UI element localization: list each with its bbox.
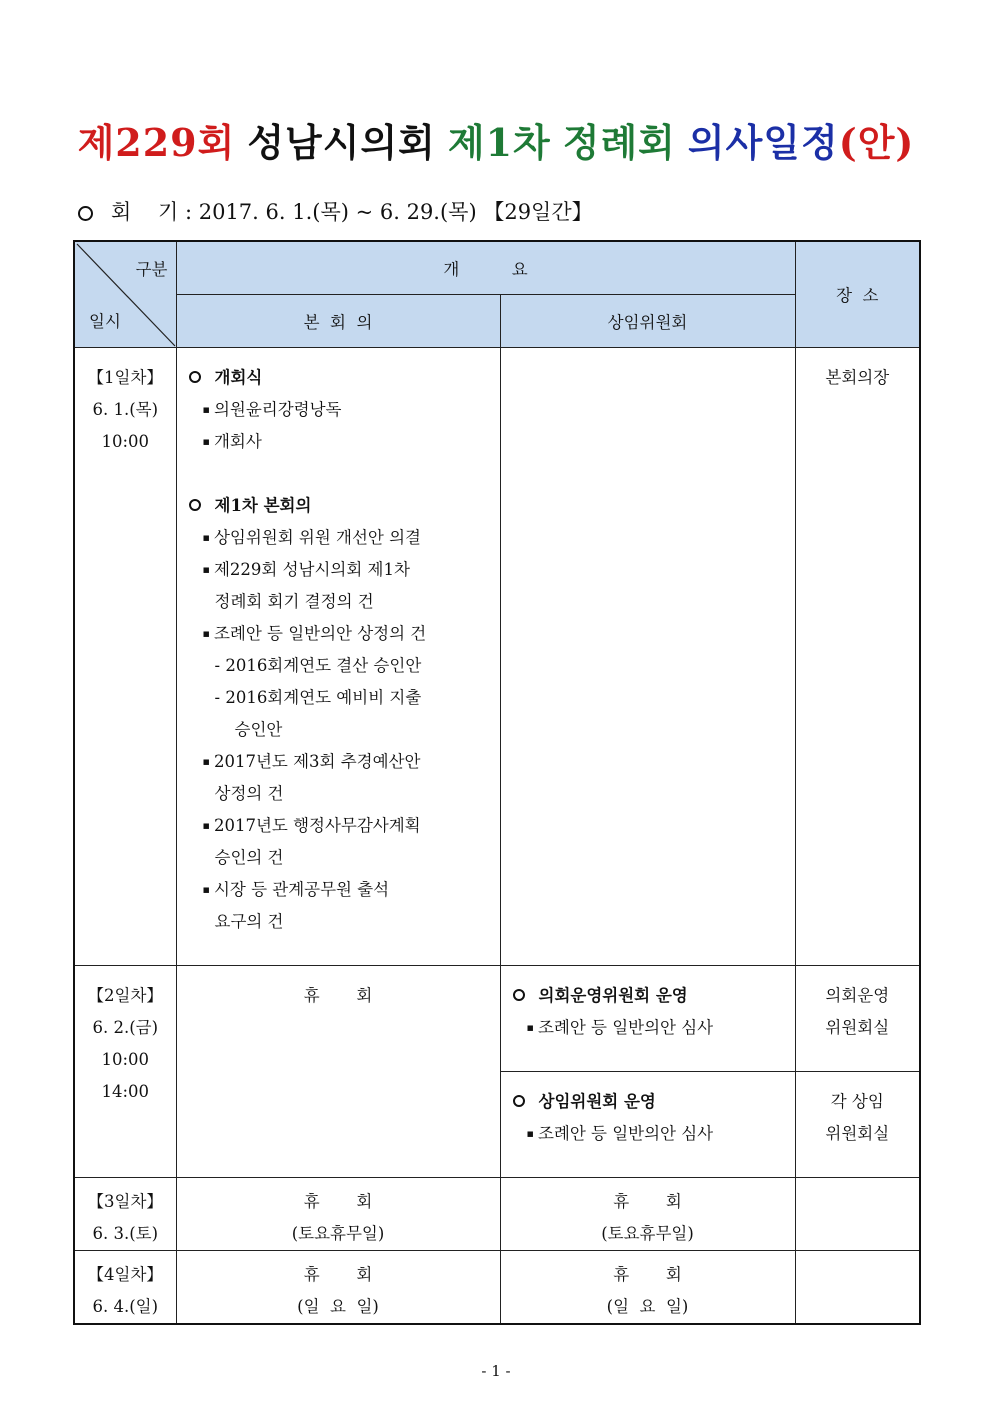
day1-item-budget-b: 상정의 건 <box>214 783 284 803</box>
day1-day: 【1일차】 <box>87 367 163 387</box>
day2-time1: 10:00 <box>101 1049 150 1069</box>
day4-place <box>795 1250 920 1324</box>
day3-date: 6. 3.(토) <box>92 1223 159 1243</box>
day2-place1b: 위원회실 <box>825 1017 890 1037</box>
title-draft-mark: (안) <box>838 120 915 165</box>
day2-date-cell <box>74 965 176 1177</box>
header-standing-committee: 상임위원회 <box>500 294 795 347</box>
day3-plenary-cell <box>176 1177 500 1250</box>
title-round: 제1차 <box>447 120 551 165</box>
day1-standing-cell <box>500 347 795 965</box>
day1-date: 6. 1.(목) <box>92 399 159 419</box>
day1-plenary-heading: 제1차 본회의 <box>189 490 492 522</box>
table-row-day3 <box>74 1177 920 1250</box>
session-period <box>78 196 593 226</box>
day4-standing2: (일 요 일) <box>606 1296 689 1316</box>
day2-day: 【2일차】 <box>87 985 163 1005</box>
day2-place2-cell <box>795 1071 920 1177</box>
day4-date: 6. 4.(일) <box>92 1296 159 1316</box>
table-row-day1 <box>74 347 920 965</box>
day1-subitem-settlement: - 2016회계연도 결산 승인안 <box>214 655 422 675</box>
page-number: - 1 - <box>481 1362 511 1380</box>
header-category: 구분 <box>135 260 168 279</box>
circle-bullet-icon <box>189 499 201 511</box>
header-place: 장 소 <box>795 241 920 347</box>
title-agenda: 의사일정 <box>687 120 839 165</box>
day1-item-bill-submission: ▪ 조례안 등 일반의안 상정의 건 <box>201 618 492 650</box>
header-diagonal-cell <box>74 241 176 347</box>
day1-item-opening-speech: ▪ 개회사 <box>201 426 492 458</box>
day1-item-officials-a: ▪ 시장 등 관계공무원 출석 <box>201 874 492 906</box>
day3-standing-cell <box>500 1177 795 1250</box>
day4-plenary-cell <box>176 1250 500 1324</box>
circle-bullet-icon <box>189 371 201 383</box>
day1-opening-heading: 개회식 <box>189 362 492 394</box>
day4-day: 【4일차】 <box>87 1264 163 1284</box>
day4-standing-cell <box>500 1250 795 1324</box>
day1-item-audit-plan-b: 승인의 건 <box>214 847 284 867</box>
day1-item-committee-resolution: ▪ 상임위원회 위원 개선안 의결 <box>201 522 492 554</box>
day4-standing1: 휴 회 <box>613 1264 682 1284</box>
title-council-name: 성남시의회 <box>247 120 436 165</box>
day2-committee2-cell <box>500 1071 795 1177</box>
day2-place2b: 위원회실 <box>825 1123 890 1143</box>
day3-date-cell <box>74 1177 176 1250</box>
day1-date-cell <box>74 347 176 965</box>
day1-item-session-decision-b: 정례회 회기 결정의 건 <box>214 591 374 611</box>
day1-item-ethics-reading: ▪ 의원윤리강령낭독 <box>201 394 492 426</box>
circle-bullet-icon <box>513 1095 525 1107</box>
day3-standing1: 휴 회 <box>613 1191 682 1211</box>
day1-item-audit-plan-a: ▪ 2017년도 행정사무감사계획 <box>201 810 492 842</box>
day2-committee2-item: ▪ 조례안 등 일반의안 심사 <box>525 1118 787 1150</box>
day3-day: 【3일차】 <box>87 1191 163 1211</box>
day2-place1a: 의회운영 <box>825 985 890 1005</box>
day3-place <box>795 1177 920 1250</box>
circle-bullet-icon <box>78 206 93 221</box>
day4-plenary2: (일 요 일) <box>297 1296 379 1316</box>
day4-date-cell <box>74 1250 176 1324</box>
document-title <box>0 112 992 167</box>
day1-item-session-decision-a: ▪ 제229회 성남시의회 제1차 <box>201 554 492 586</box>
day2-committee1-cell <box>500 965 795 1071</box>
day1-time: 10:00 <box>101 431 150 451</box>
day1-item-officials-b: 요구의 건 <box>214 911 284 931</box>
table-row-day4 <box>74 1250 920 1324</box>
schedule-table <box>73 240 921 1325</box>
day2-committee1-item: ▪ 조례안 등 일반의안 심사 <box>525 1012 787 1044</box>
day2-place2a: 각 상임 <box>830 1091 884 1111</box>
table-row-day2a <box>74 965 920 1071</box>
day2-operation-committee-heading: 의회운영위원회 운영 <box>513 980 787 1012</box>
title-meeting-type: 정례회 <box>562 120 676 165</box>
day3-plenary2: (토요휴무일) <box>291 1223 385 1243</box>
day2-place1-cell <box>795 965 920 1071</box>
day2-plenary: 휴 회 <box>176 965 500 1177</box>
day1-item-budget-a: ▪ 2017년도 제3회 추경예산안 <box>201 746 492 778</box>
header-overview: 개 요 <box>176 241 795 294</box>
day2-time2: 14:00 <box>101 1081 150 1101</box>
title-session-number: 제229회 <box>77 120 236 165</box>
day1-place: 본회의장 <box>795 347 920 965</box>
session-label: 회 기 : <box>111 200 193 224</box>
day3-standing2: (토요휴무일) <box>601 1223 694 1243</box>
header-plenary: 본 회 의 <box>176 294 500 347</box>
session-value: 2017. 6. 1.(목) ~ 6. 29.(목) 【29일간】 <box>198 200 593 224</box>
day1-subitem-reserve-b: 승인안 <box>234 719 283 739</box>
day4-plenary1: 휴 회 <box>303 1264 373 1284</box>
day3-plenary1: 휴 회 <box>303 1191 373 1211</box>
day1-plenary-cell <box>176 347 500 965</box>
header-datetime: 일시 <box>89 312 121 331</box>
day2-date: 6. 2.(금) <box>92 1017 159 1037</box>
circle-bullet-icon <box>513 989 525 1001</box>
day2-standing-committee-heading: 상임위원회 운영 <box>513 1086 787 1118</box>
day1-subitem-reserve-a: - 2016회계연도 예비비 지출 <box>214 687 422 707</box>
